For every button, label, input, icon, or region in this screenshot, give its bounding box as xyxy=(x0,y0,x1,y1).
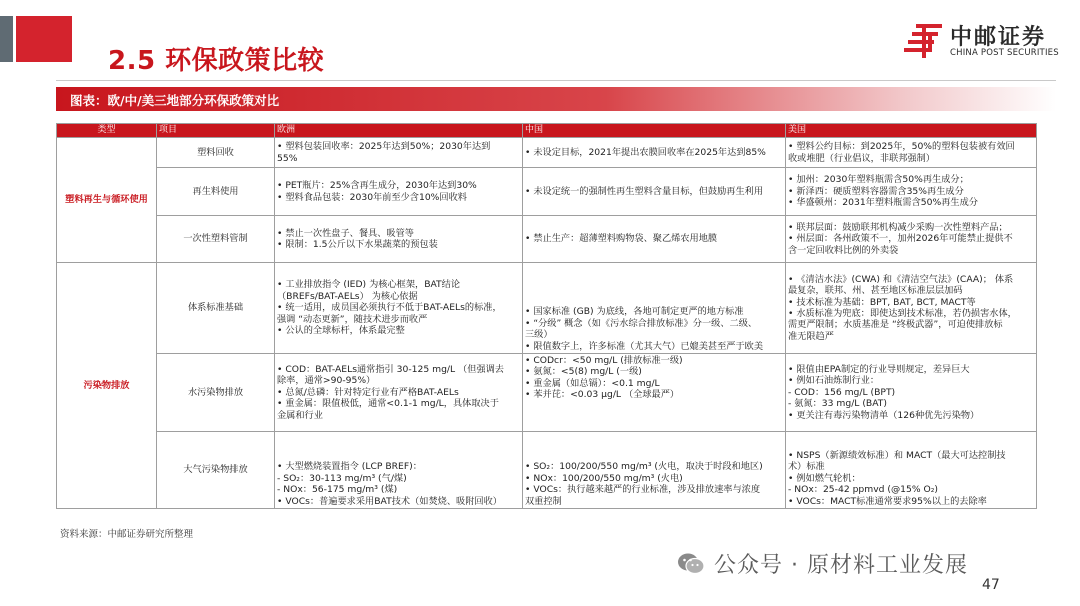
row-item: 体系标准基础 xyxy=(157,263,275,354)
source-note: 资料来源：中邮证券研究所整理 xyxy=(60,529,194,540)
header-eu: 欧洲 xyxy=(275,124,523,138)
row-item: 再生料使用 xyxy=(157,168,275,216)
page-title: 2.5 环保政策比较 xyxy=(108,46,325,76)
cell-cn: • 未设定统一的强制性再生塑料含量目标，但鼓励再生利用 xyxy=(523,168,786,216)
watermark-text: 公众号 · 原材料工业发展 xyxy=(714,553,968,578)
cell-eu: • 工业排放指令 (IED) 为核心框架，BAT结论 （BREFs/BAT-AELs） 为核心依据 • 统一适用，成员国必须执行不低于BAT-AELs的标准， 强调 “动态更新”，随技术进步而收严 • 公认的全球标杆，体系最完整 xyxy=(275,263,523,354)
logo-text-en: CHINA POST SECURITIES xyxy=(950,48,1059,58)
decor-block-red xyxy=(16,16,72,62)
cell-cn: • CODcr：<50 mg/L (排放标准一级) • 氨氮：<5(8) mg/L (一级) • 重金属（如总镉）：<0.1 mg/L • 苯并芘：<0.03 μg/L （全球最严） xyxy=(523,354,786,432)
header-divider xyxy=(56,80,1056,81)
watermark xyxy=(676,548,968,579)
cell-eu: • 大型燃烧装置指令 (LCP BREF)： - SO₂：30-113 mg/m³ (气/煤) - NOx：56-175 mg/m³ (煤) • VOCs：普遍要求采用BAT技术（如焚烧、吸附回收） xyxy=(275,432,523,509)
china-post-emblem-icon xyxy=(902,22,944,60)
brand-logo xyxy=(902,18,1072,64)
header-cn: 中国 xyxy=(523,124,786,138)
logo-text-cn: 中邮证券 xyxy=(950,25,1047,50)
cell-cn: • 国家标准 (GB) 为底线，各地可制定更严的地方标准 • “分级” 概念（如《污水综合排放标准》分一级、二级、 三级） • 限值数字上，许多标准（尤其大气）已媲美甚至严于欧美 xyxy=(523,263,786,354)
category-plastics: 塑料再生与循环使用 xyxy=(57,138,157,263)
cell-cn: • 禁止生产：超薄塑料购物袋、聚乙烯农用地膜 xyxy=(523,216,786,263)
cell-us: • 联邦层面：鼓励联邦机构减少采购一次性塑料产品； • 州层面：各州政策不一，加州2026年可能禁止提供不 含一定回收料比例的外卖袋 xyxy=(786,216,1037,263)
cell-us: • NSPS（新源绩效标准）和 MACT（最大可达控制技 术）标准 • 例如燃气轮机： - NOx：25-42 ppmvd (@15% O₂) • VOCs：MACT标准通常要求95%以上的去除率 xyxy=(786,432,1037,509)
cell-us: • 塑料公约目标：到2025年，50%的塑料包装被有效回 收或堆肥（行业倡议，非联邦强制） xyxy=(786,138,1037,168)
row-item: 一次性塑料管制 xyxy=(157,216,275,263)
cell-cn: • SO₂：100/200/550 mg/m³ (火电，取决于时段和地区) • NOx：100/200/550 mg/m³ (火电) • VOCs：执行越来越严的行业标准，涉及排放速率与浓度 双重控制 xyxy=(523,432,786,509)
cell-eu: • 塑料包装回收率：2025年达到50%；2030年达到 55% xyxy=(275,138,523,168)
cell-eu: • 禁止一次性盘子、餐具、吸管等 • 限制：1.5公斤以下水果蔬菜的预包装 xyxy=(275,216,523,263)
header-item: 项目 xyxy=(157,124,275,138)
cell-us: • 加州：2030年塑料瓶需含50%再生成分； • 新泽西：硬质塑料容器需含35%再生成分 • 华盛顿州：2031年塑料瓶需含50%再生成分 xyxy=(786,168,1037,216)
table-header-row xyxy=(57,124,1037,138)
row-item: 塑料回收 xyxy=(157,138,275,168)
page-number: 47 xyxy=(982,577,1000,593)
table-row xyxy=(57,168,1037,216)
wechat-icon xyxy=(676,549,706,579)
table-row xyxy=(57,138,1037,168)
figure-caption: 图表：欧/中/美三地部分环保政策对比 xyxy=(70,93,280,108)
cell-us: • 《清洁水法》(CWA) 和《清洁空气法》(CAA)； 体系 最复杂，联邦、州、甚至地区标准层层加码 • 技术标准为基础：BPT, BAT, BCT, MACT等 • 水质标准为兜底：即使达到技术标准，若仍损害水体， 需更严限制；水质基准是 “终极武器”，可迫使排放标 准无限趋严 xyxy=(786,263,1037,354)
table-row xyxy=(57,263,1037,354)
header-type: 类型 xyxy=(57,124,157,138)
header-us: 美国 xyxy=(786,124,1037,138)
table-row xyxy=(57,432,1037,509)
decor-block-dark xyxy=(0,16,13,62)
policy-comparison-table xyxy=(56,123,1037,509)
row-item: 大气污染物排放 xyxy=(157,432,275,509)
table-row xyxy=(57,354,1037,432)
cell-cn: • 未设定目标，2021年提出农膜回收率在2025年达到85% xyxy=(523,138,786,168)
cell-eu: • PET瓶片：25%含再生成分，2030年达到30% • 塑料食品包装：2030年前至少含10%回收料 xyxy=(275,168,523,216)
row-item: 水污染物排放 xyxy=(157,354,275,432)
table-row xyxy=(57,216,1037,263)
category-pollutants: 污染物排放 xyxy=(57,263,157,509)
cell-eu: • COD：BAT-AELs通常指引 30-125 mg/L （但强调去 除率，通常>90-95%） • 总氮/总磷：针对特定行业有严格BAT-AELs • 重金属：限值极低，通常<0.1-1 mg/L，具体取决于 金属和行业 xyxy=(275,354,523,432)
figure-caption-bar xyxy=(56,87,1056,111)
cell-us: • 限值由EPA制定的行业导则规定，差异巨大 • 例如石油炼制行业： - COD：156 mg/L (BPT) - 氨氮：33 mg/L (BAT) • 更关注有毒污染物清单（126种优先污染物） xyxy=(786,354,1037,432)
